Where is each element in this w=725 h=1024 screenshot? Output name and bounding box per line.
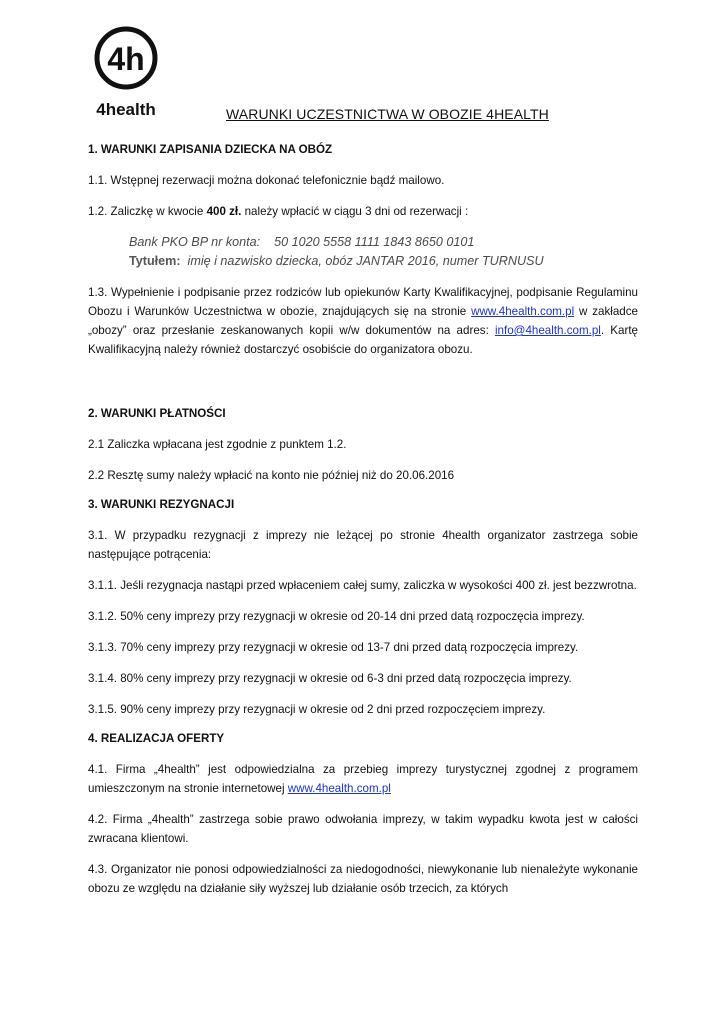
p13-text-a: 1.3. Wypełnienie i podpisanie przez rodziców lub opiekunów Karty Kwalifikacyjnej, podpisanie Regulaminu Obozu i Warunków Uczestnictwa w obozie, znajdujących się na stronie [88,286,638,318]
4health-logo [86,22,166,122]
paragraph-1-2 [88,202,638,221]
logo-wordmark: 4health [96,100,156,119]
section-4-heading: 4. REALIZACJA OFERTY [88,732,225,745]
paragraph-3-1: 3.1. W przypadku rezygnacji z imprezy nie leżącej po stronie 4health organizator zastrzega sobie następujące potrącenia: [88,529,638,561]
paragraph-3-1-3: 3.1.3. 70% ceny imprezy przy rezygnacji w okresie od 13-7 dni przed datą rozpoczęcia imprezy. [88,641,579,654]
paragraph-3-1-5: 3.1.5. 90% ceny imprezy przy rezygnacji w okresie od 2 dni przed rozpoczęciem imprezy. [88,703,546,716]
section-3-heading: 3. WARUNKI REZYGNACJI [88,498,235,511]
document-body [88,140,638,898]
paragraph-1-1: 1.1. Wstępnej rezerwacji można dokonać telefonicznie bądź mailowo. [88,174,445,187]
paragraph-3-1-4: 3.1.4. 80% ceny imprezy przy rezygnacji w okresie od 6-3 dni przed datą rozpoczęcia imprezy. [88,672,572,685]
paragraph-1-3 [88,283,638,359]
bank-account-line [88,233,638,252]
website-link[interactable]: www.4health.com.pl [471,305,575,318]
paragraph-4-1 [88,760,638,798]
logo-mark: 4h [107,41,145,77]
p13-text-c: . Kartę Kwalifikacyjną należy również dostarczyć osobiście do organizatora obozu. [88,324,638,356]
email-link[interactable]: info@4health.com.pl [494,324,601,337]
paragraph-4-3: 4.3. Organizator nie ponosi odpowiedzialności za niedogodności, niewykonanie lub nienależyte wykonanie obozu ze względu na działanie siły wyższej lub działanie osób trzecich, za których [88,863,638,895]
section-1-heading: 1. WARUNKI ZAPISANIA DZIECKA NA OBÓZ [88,143,333,156]
tytul-label: Tytułem: [129,254,181,268]
transfer-title-line [88,252,638,271]
document-title: WARUNKI UCZESTNICTWA W OBOZIE 4HEALTH [226,106,549,122]
paragraph-2-2: 2.2 Resztę sumy należy wpłacić na konto nie później niż do 20.06.2016 [88,469,455,482]
p12-pre: 1.2. Zaliczkę w kwocie [88,205,207,218]
tytul-text: imię i nazwisko dziecka, obóz JANTAR 2016, numer TURNUSU [187,254,544,268]
p12-post: należy wpłacić w ciągu 3 dni od rezerwacji : [241,205,469,218]
p41-text: 4.1. Firma „4health” jest odpowiedzialna za przebieg imprezy turystycznej zgodnej z programem umieszczonym na stronie internetowej [88,763,638,795]
p12-amount: 400 zł. [206,205,242,218]
paragraph-2-1: 2.1 Zaliczka wpłacana jest zgodnie z punktem 1.2. [88,438,347,451]
paragraph-3-1-2: 3.1.2. 50% ceny imprezy przy rezygnacji w okresie od 20-14 dni przed datą rozpoczęcia imprezy. [88,610,585,623]
section-2-heading: 2. WARUNKI PŁATNOŚCI [88,407,226,420]
website-link-2[interactable]: www.4health.com.pl [287,782,391,795]
p13-text-b: w zakładce „obozy” oraz przesłanie zeskanowanych kopii w/w dokumentów na adres: [88,305,638,337]
paragraph-3-1-1: 3.1.1. Jeśli rezygnacja nastąpi przed wpłaceniem całej sumy, zaliczka w wysokości 400 zł. jest bezzwrotna. [88,579,637,592]
bank-number: 50 1020 5558 1111 1843 8650 0101 [274,235,475,249]
paragraph-4-2: 4.2. Firma „4health” zastrzega sobie prawo odwołania imprezy, w takim wypadku kwota jest w całości zwracana klientowi. [88,813,638,845]
bank-label: Bank PKO BP nr konta: [129,235,261,249]
